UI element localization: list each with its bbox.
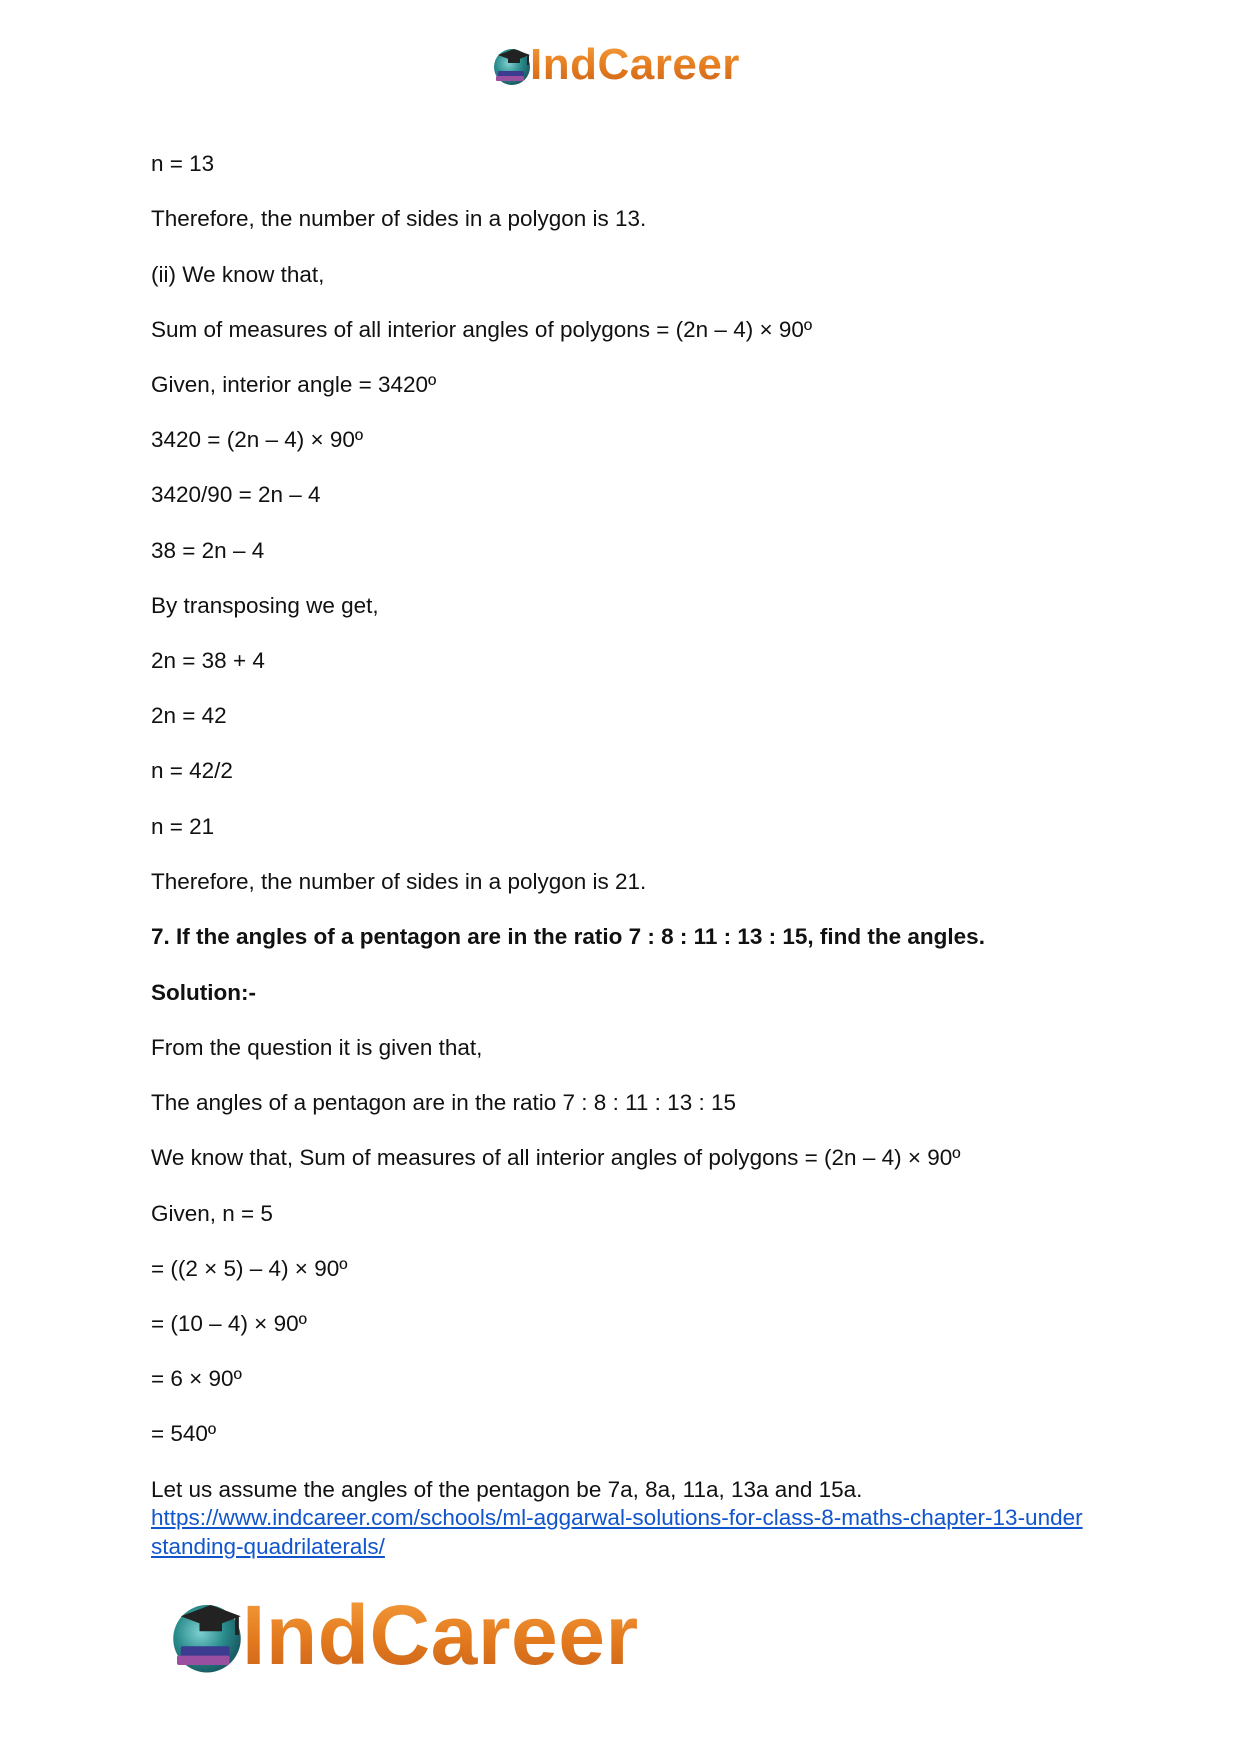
text-line: (ii) We know that, [151, 262, 325, 287]
text-line: 2n = 38 + 4 [151, 648, 265, 673]
text-line: Given, n = 5 [151, 1201, 273, 1226]
text-line: Sum of measures of all interior angles of polygons = (2n – 4) × 90º [151, 317, 813, 342]
bold-text-line: 7. If the angles of a pentagon are in the ratio 7 : 8 : 11 : 13 : 15, find the angles. [151, 924, 985, 949]
text-line: We know that, Sum of measures of all interior angles of polygons = (2n – 4) × 90º [151, 1145, 961, 1170]
text-line: Therefore, the number of sides in a polygon is 13. [151, 206, 647, 231]
source-link[interactable]: https://www.indcareer.com/schools/ml-aggarwal-solutions-for-class-8-maths-chapter-13-understanding-quadrilaterals/ [151, 1505, 1083, 1559]
text-line: 38 = 2n – 4 [151, 538, 265, 563]
text-line: The angles of a pentagon are in the ratio 7 : 8 : 11 : 13 : 15 [151, 1090, 736, 1115]
text-line: Given, interior angle = 3420º [151, 372, 437, 397]
header-logo-text: IndCareer [530, 40, 740, 89]
text-line: = ((2 × 5) – 4) × 90º [151, 1256, 348, 1281]
text-line: 2n = 42 [151, 703, 227, 728]
text-line: = 540º [151, 1421, 217, 1446]
text-line: = (10 – 4) × 90º [151, 1311, 307, 1336]
bold-text-line: Solution:- [151, 980, 256, 1005]
text-line: Therefore, the number of sides in a polygon is 21. [151, 869, 647, 894]
text-line: n = 42/2 [151, 758, 233, 783]
header-logo [488, 40, 740, 90]
footer-logo-text: IndCareer [242, 1588, 639, 1682]
text-line: 3420/90 = 2n – 4 [151, 482, 321, 507]
text-line: 3420 = (2n – 4) × 90º [151, 427, 364, 452]
text-line: From the question it is given that, [151, 1035, 483, 1060]
text-line: n = 21 [151, 814, 215, 839]
text-line: = 6 × 90º [151, 1366, 242, 1391]
text-line: Let us assume the angles of the pentagon be 7a, 8a, 11a, 13a and 15a. [151, 1477, 863, 1502]
footer-logo [162, 1590, 639, 1680]
graduation-book-icon [162, 1590, 252, 1680]
text-line: n = 13 [151, 151, 215, 176]
graduation-book-icon [488, 41, 536, 89]
text-line: By transposing we get, [151, 593, 379, 618]
